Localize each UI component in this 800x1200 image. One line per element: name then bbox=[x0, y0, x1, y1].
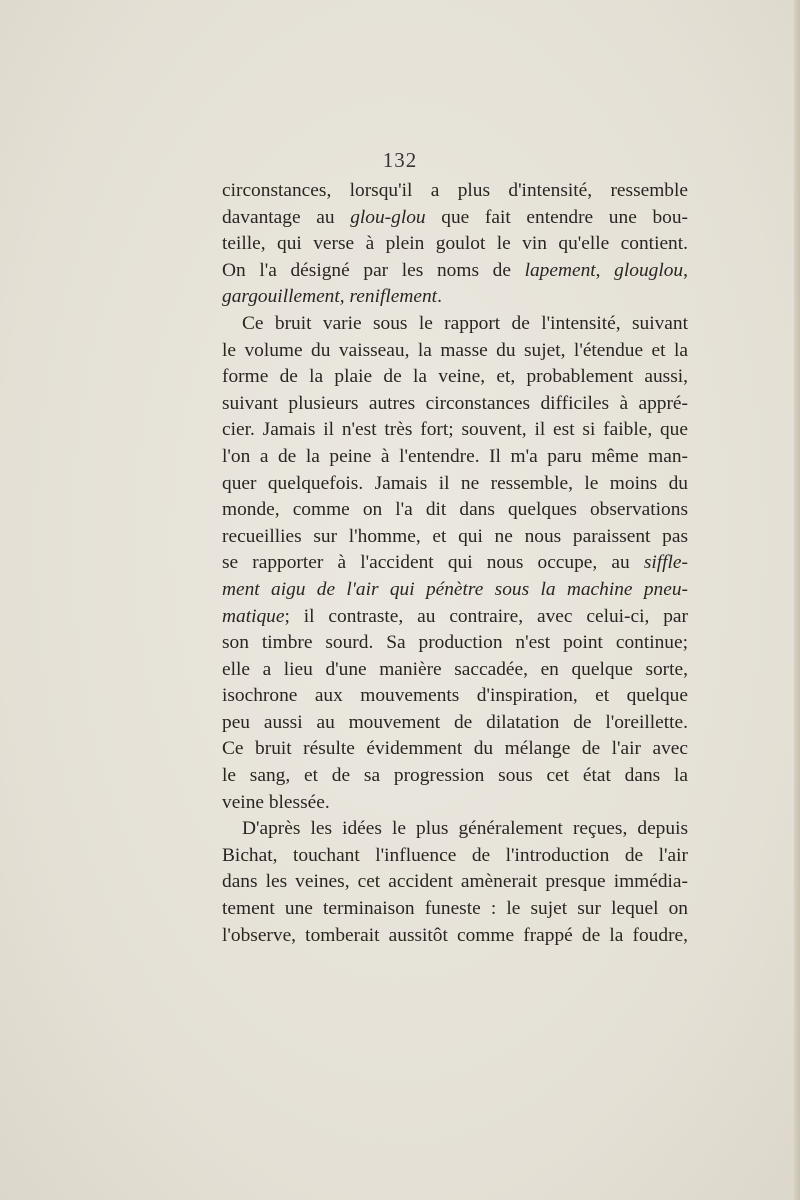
paragraph bbox=[222, 178, 688, 311]
italic-text: matique bbox=[222, 605, 285, 627]
text-run: l'observe, tomberait aussitôt comme frappé de la foudre, bbox=[222, 924, 688, 946]
text-run: ; il contraste, au contraire, avec celui-ci, par bbox=[284, 605, 688, 627]
text-run: veine blessée. bbox=[222, 791, 330, 813]
text-run: son timbre sourd. Sa production n'est point continue; bbox=[222, 632, 688, 654]
text-run: circonstances, lorsqu'il a plus d'intensité, ressemble bbox=[222, 180, 688, 201]
text-line bbox=[222, 311, 688, 338]
text-run: quer quelquefois. Jamais il ne ressemble, le moins du bbox=[222, 472, 688, 494]
text-run: isochrone aux mouvements d'inspiration, et quelque bbox=[222, 685, 688, 707]
page-number: 132 bbox=[382, 148, 418, 172]
text-line bbox=[222, 790, 688, 817]
text-run: On l'a désigné par les noms de bbox=[222, 259, 525, 281]
text-line bbox=[222, 524, 688, 551]
text-run: suivant plusieurs autres circonstances difficiles à appré- bbox=[222, 392, 688, 414]
italic-text: reniflement bbox=[349, 286, 438, 308]
text-line bbox=[222, 364, 688, 391]
italic-text: glou-glou bbox=[350, 206, 426, 228]
paragraph bbox=[222, 816, 688, 949]
text-line bbox=[222, 923, 688, 950]
text-line bbox=[222, 391, 688, 418]
italic-text: lapement bbox=[524, 259, 596, 281]
text-run: peu aussi au mouvement de dilatation de l'oreillette. bbox=[222, 711, 688, 733]
text-run: , bbox=[595, 259, 615, 281]
text-run: cier. Jamais il n'est très fort; souvent, il est si faible, que bbox=[222, 419, 688, 441]
text-run: recueillies sur l'homme, et qui ne nous paraissent pas bbox=[222, 525, 688, 547]
text-line bbox=[222, 550, 688, 577]
text-run: teille, qui verse à plein goulot le vin qu'elle contient. bbox=[222, 233, 688, 255]
text-line bbox=[222, 497, 688, 524]
text-run: D'après les idées le plus généralement reçues, depuis bbox=[242, 818, 688, 840]
text-line bbox=[222, 763, 688, 790]
text-run: le sang, et de sa progression sous cet état dans la bbox=[222, 765, 688, 787]
italic-text: ment aigu de l'air qui pénètre sous la machine pneu- bbox=[222, 578, 688, 600]
text-line bbox=[222, 736, 688, 763]
text-run: tement une terminaison funeste : le sujet sur lequel on bbox=[222, 898, 688, 920]
text-line bbox=[222, 843, 688, 870]
text-run: . bbox=[437, 286, 442, 308]
text-run: , bbox=[339, 286, 350, 308]
text-line bbox=[222, 417, 688, 444]
text-run: dans les veines, cet accident amènerait presque immédia- bbox=[222, 871, 688, 893]
text-run: forme de la plaie de la veine, et, probablement aussi, bbox=[222, 366, 688, 388]
text-line bbox=[222, 683, 688, 710]
text-line bbox=[222, 205, 688, 232]
text-line bbox=[222, 178, 688, 205]
text-run: davantage au bbox=[222, 206, 351, 228]
text-run: Ce bruit résulte évidemment du mélange de l'air avec bbox=[222, 738, 688, 760]
text-line bbox=[222, 258, 688, 285]
text-line bbox=[222, 657, 688, 684]
page-edge bbox=[794, 0, 800, 1200]
paragraph bbox=[222, 311, 688, 816]
text-line bbox=[222, 444, 688, 471]
text-line bbox=[222, 630, 688, 657]
text-line bbox=[222, 896, 688, 923]
text-line bbox=[222, 577, 688, 604]
body-text bbox=[222, 178, 688, 949]
text-run: elle a lieu d'une manière saccadée, en quelque sorte, bbox=[222, 658, 688, 680]
text-run: l'on a de la peine à l'entendre. Il m'a paru même man- bbox=[222, 445, 688, 467]
text-line bbox=[222, 869, 688, 896]
text-run: monde, comme on l'a dit dans quelques observations bbox=[222, 499, 688, 521]
text-line bbox=[222, 604, 688, 631]
text-line bbox=[222, 284, 688, 311]
italic-text: siffle- bbox=[643, 552, 688, 574]
italic-text: glouglou bbox=[614, 259, 684, 281]
text-line bbox=[222, 710, 688, 737]
text-run: Bichat, touchant l'influence de l'introduction de l'air bbox=[222, 844, 688, 866]
text-run: , bbox=[683, 259, 688, 281]
text-line bbox=[222, 231, 688, 258]
text-line bbox=[222, 338, 688, 365]
text-run: se rapporter à l'accident qui nous occupe, au bbox=[222, 552, 644, 574]
italic-text: gargouillement bbox=[222, 286, 340, 308]
text-line bbox=[222, 816, 688, 843]
text-line bbox=[222, 471, 688, 498]
text-run: le volume du vaisseau, la masse du sujet, l'étendue et la bbox=[222, 339, 688, 361]
text-run: Ce bruit varie sous le rapport de l'intensité, suivant bbox=[242, 312, 688, 334]
text-run: que fait entendre une bou- bbox=[425, 206, 688, 228]
